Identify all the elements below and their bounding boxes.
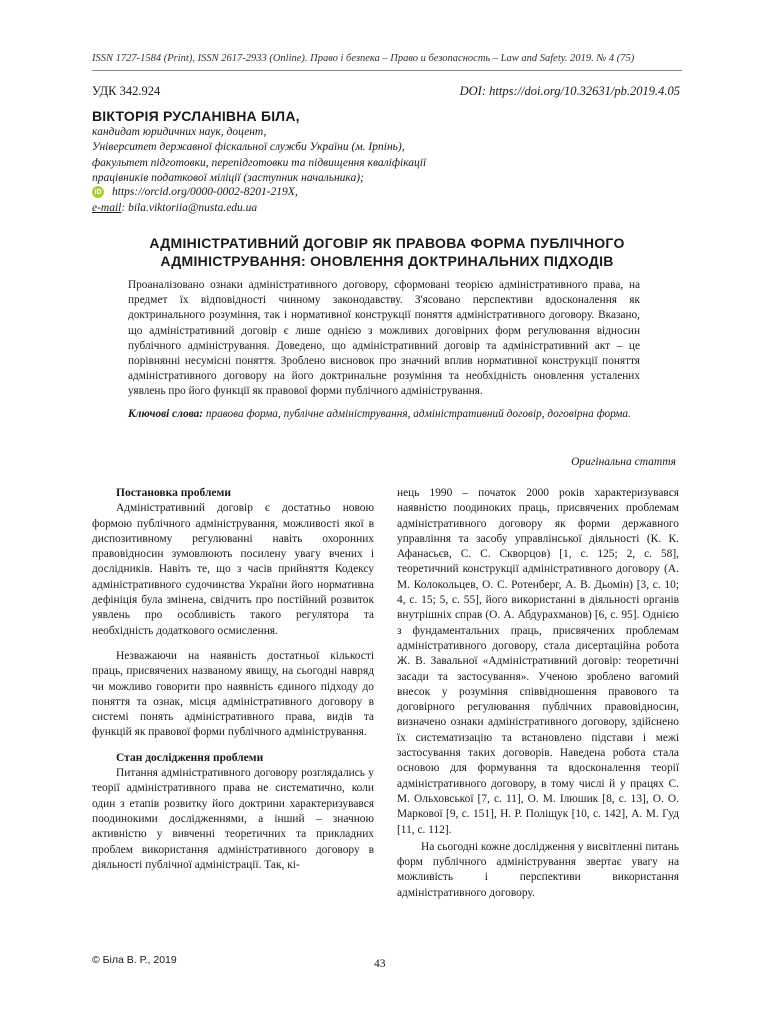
- orcid-row: [92, 186, 298, 198]
- section-heading-state: Стан дослідження проблеми: [116, 751, 264, 764]
- doi-link[interactable]: DOI: https://doi.org/10.32631/pb.2019.4.05: [459, 84, 680, 98]
- header-divider: [92, 70, 682, 71]
- author-name: ВІКТОРІЯ РУСЛАНІВНА БІЛА,: [92, 108, 300, 124]
- paragraph: Адміністративний договір є достатньо новою формою публічного адміністрування, можливості якої в диспозитивному регулюванні навіть охоронних правовідносин зумовлюють посилену увагу вчених і дослідників. Навіть те, що з часів прийняття Кодексу адміністративного судочинства України його нормативна дефініція була змінена, свідчить про постійний розвиток уявлень про особливість такого регулятора та необхідність додаткового осмислення.: [92, 502, 374, 637]
- affiliation-line: кандидат юридичних наук, доцент,: [92, 126, 267, 138]
- title-line: АДМІНІСТРАТИВНИЙ ДОГОВІР ЯК ПРАВОВА ФОРМА ПУБЛІЧНОГО: [149, 235, 625, 251]
- journal-header: ISSN 1727-1584 (Print), ISSN 2617-2933 (Online). Право і безпека – Право и безопасность – Law and Safety. 2019. № 4 (75): [92, 53, 635, 64]
- email-row: [92, 202, 257, 214]
- page-number: 43: [374, 958, 386, 970]
- paragraph: На сьогодні кожне дослідження у висвітленні питань форм публічного адміністрування звертає увагу на можливість і перспективи використання адміністративного договору.: [397, 840, 679, 899]
- paragraph: Питання адміністративного договору розглядались у теорії адміністративного права не систематично, коли один з етапів розвитку його доктрини характеризувався поодинокими дослідженнями, а інший – значною активністю у вивченні теоретичних та прикладних проблем використання адміністративного договору в діяльності публічної адміністрації. Так, кі-: [92, 767, 374, 871]
- keywords-text: правова форма, публічне адміністрування, адміністративний договір, договірна форма.: [203, 408, 631, 420]
- affiliation-line: факультет підготовки, перепідготовки та підвищення кваліфікації: [92, 156, 427, 169]
- title-line: АДМІНІСТРУВАННЯ: ОНОВЛЕННЯ ДОКТРИНАЛЬНИХ ПІДХОДІВ: [160, 253, 614, 269]
- article-type: Оригінальна стаття: [571, 456, 676, 468]
- paragraph: нець 1990 – початок 2000 років характеризувався наявністю поодиноких праць, присвячених проблемам адміністративного договору як форми державного управління та засобу управлінської діяльності (К. К. Афанасьєв, С. С. Скворцов) [1, с. 125; 2, с. 58], теоретичний конструкції адміністративного договору (А. М. Колокольцев, О. С. Ротенберг, А. В. Дьомін) [3, с. 10; 4, с. 15; 5, с. 55], його використанні в діяльності органів внутрішніх справ (О. А. Абдурахманов) [6, с. 95]. Однією з фундаментальних праць, присвячених проблемам адміністративного договору, стала дисертаційна робота Ж. В. Завальної «Адміністративний договір: теоретичні засади та застосування». Ученою зроблено вагомий внесок у розуміння співвідношення правового та договірного регулювання публічних правовідносин, визначено ознаки адміністративного договору, здійснено їх систематизацію та встановлено підстави і межі застосування таких договорів. Наведена робота стала основою для формування та вдосконалення теорії адміністративного договору, в тому числі й у працях С. М. Ольховської [7, с. 11], О. М. Ілюшик [8, с. 13], О. О. Маркової [9, с. 151], Н. Р. Поліщук [10, с. 142], А. М. Гуд [11, с. 112].: [397, 487, 679, 836]
- author-affiliation: [92, 125, 512, 186]
- orcid-icon: iD: [92, 186, 104, 198]
- keywords-label: Ключові слова:: [128, 408, 203, 420]
- section-heading-problem: Постановка проблеми: [116, 487, 231, 499]
- orcid-link[interactable]: https://orcid.org/0000-0002-8201-219X,: [112, 186, 298, 198]
- affiliation-line: працівників податкової міліції (заступник начальника);: [92, 171, 364, 184]
- right-column: [397, 486, 679, 901]
- email-link[interactable]: : bila.viktoriia@nusta.edu.ua: [121, 202, 258, 214]
- article-title: [92, 234, 682, 270]
- keywords: [128, 407, 640, 422]
- abstract: Проаналізовано ознаки адміністративного договору, сформовані теорією адміністративного права, на предмет їх відповідності чинному законодавству. З'ясовано перспективи вдосконалення як доктринального розуміння, так і нормативної конструкції поняття адміністративного договору. Вказано, що адміністративний договір є лише однією з можливих договірних форм регулювання відносин публічного адміністрування. Доведено, що адміністративний договір та адміністративний акт – це порівнянні несумісні поняття. Зроблено висновок про значний вплив нормативної конструкції поняття адміністративного договору на його доктринальне розуміння та необхідність оновлення усталених уявлень про його функції як правової форми публічного адміністрування.: [128, 279, 640, 398]
- copyright: © Біла В. Р., 2019: [92, 954, 177, 966]
- paragraph: Незважаючи на наявність достатньої кількості праць, присвячених названому явищу, на сьогодні навряд чи можливо говорити про наявність єдиного підходу до поняття та ознак, місця адміністративного договору в системі понять адміністративного права, видів та функцій як правової форми публічного адміністрування.: [92, 649, 374, 739]
- email-label: e-mail: [92, 202, 122, 214]
- affiliation-line: Університет державної фіскальної служби України (м. Ірпінь),: [92, 141, 405, 154]
- left-column: [92, 486, 374, 873]
- udk-code: УДК 342.924: [92, 84, 161, 98]
